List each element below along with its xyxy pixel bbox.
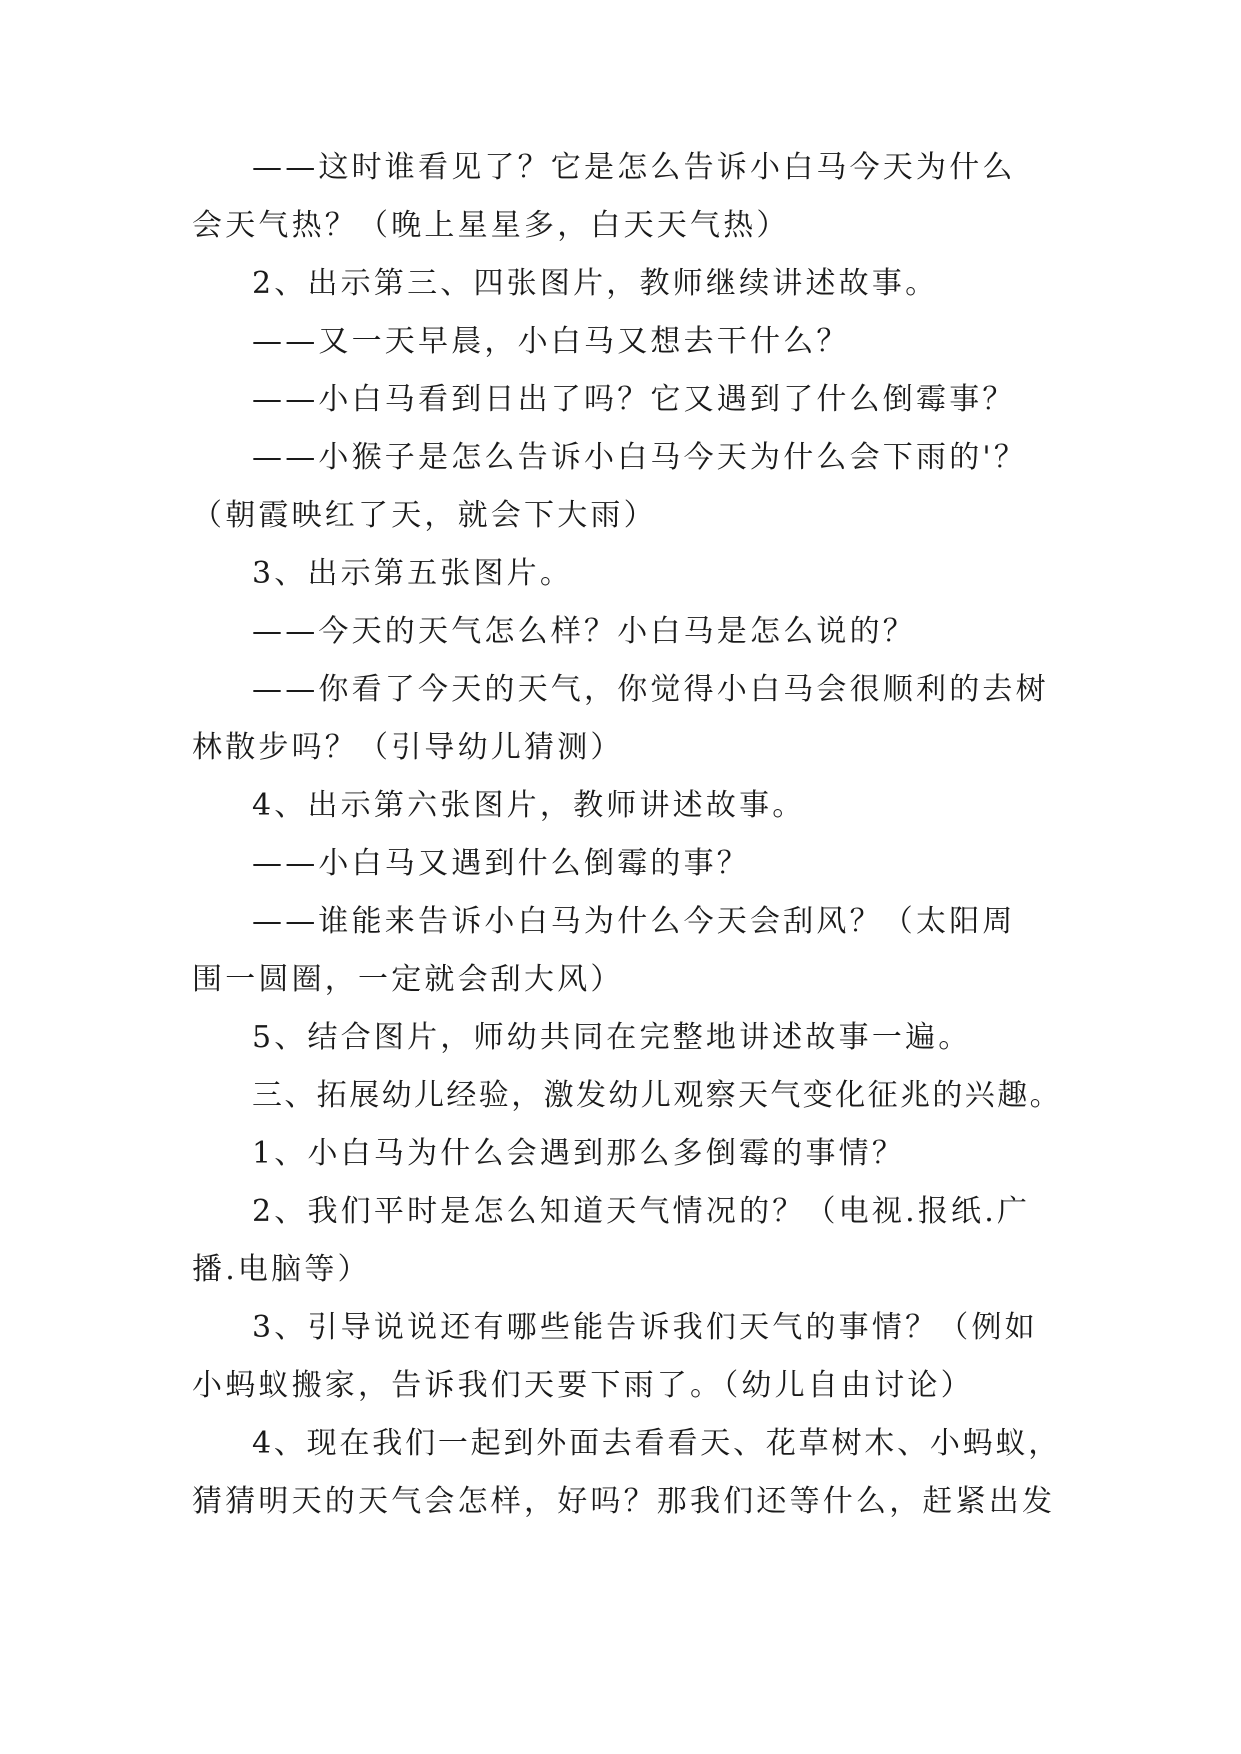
text-line: 2、出示第三、四张图片，教师继续讲述故事。 (252, 266, 939, 301)
text-line: 4、现在我们一起到外面去看看天、花草树木、小蚂蚁， (252, 1426, 1062, 1461)
text-line: 林散步吗？（引导幼儿猜测） (192, 730, 624, 765)
text-line: 3、引导说说还有哪些能告诉我们天气的事情？（例如 (252, 1310, 1038, 1345)
text-line: ——小白马看到日出了吗？它又遇到了什么倒霉事？ (252, 382, 1016, 417)
section-heading: 三、拓展幼儿经验，激发幼儿观察天气变化征兆的兴趣。 (252, 1078, 1062, 1113)
text-line: 1、小白马为什么会遇到那么多倒霉的事情？ (252, 1136, 906, 1171)
text-line: ——谁能来告诉小白马为什么今天会刮风？（太阳周 (252, 904, 1016, 939)
text-line: ——又一天早晨，小白马又想去干什么？ (252, 324, 850, 359)
text-line: ——这时谁看见了？它是怎么告诉小白马今天为什么 (252, 150, 1016, 185)
text-line: ——小猴子是怎么告诉小白马今天为什么会下雨的'？ (252, 440, 1028, 475)
text-line: 小蚂蚁搬家，告诉我们天要下雨了。（幼儿自由讨论） (192, 1368, 974, 1403)
text-line: 猜猜明天的天气会怎样，好吗？那我们还等什么，赶紧出发 (192, 1484, 1056, 1519)
text-line: 围一圆圈，一定就会刮大风） (192, 962, 624, 997)
text-line: ——小白马又遇到什么倒霉的事？ (252, 846, 750, 881)
text-line: 播.电脑等） (192, 1252, 371, 1287)
text-line: 2、我们平时是怎么知道天气情况的？（电视.报纸.广 (252, 1194, 1031, 1229)
text-line: ——你看了今天的天气，你觉得小白马会很顺利的去树 (252, 672, 1049, 707)
text-line: ——今天的天气怎么样？小白马是怎么说的？ (252, 614, 916, 649)
text-line: 3、出示第五张图片。 (252, 556, 574, 591)
text-line: 4、出示第六张图片，教师讲述故事。 (252, 788, 806, 823)
text-line: （朝霞映红了天，就会下大雨） (192, 498, 657, 533)
text-line: 5、结合图片，师幼共同在完整地讲述故事一遍。 (252, 1020, 972, 1055)
text-line: 会天气热？（晚上星星多，白天天气热） (192, 208, 790, 243)
